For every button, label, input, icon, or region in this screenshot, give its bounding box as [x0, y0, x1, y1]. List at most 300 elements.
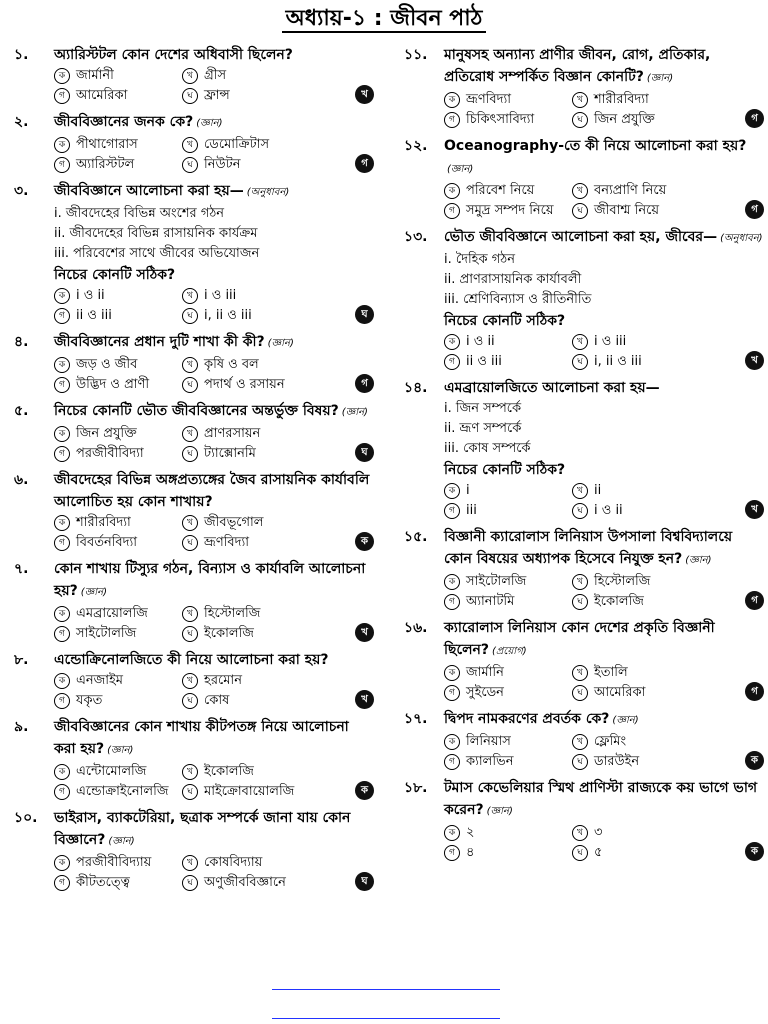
option-label-bubble: গ — [54, 308, 70, 324]
option-label-bubble: গ — [54, 157, 70, 173]
answer-option[interactable] — [572, 823, 712, 843]
question-level-tag: (জ্ঞান) — [486, 806, 513, 817]
answer-option[interactable] — [54, 853, 180, 873]
question-level-tag: (প্রয়োগ) — [492, 646, 527, 657]
question-text — [54, 111, 374, 135]
option-label-bubble: ঘ — [182, 784, 198, 800]
answer-option[interactable] — [54, 624, 180, 644]
question-header — [404, 708, 764, 732]
options-grid — [54, 853, 374, 893]
answer-option[interactable] — [444, 732, 570, 752]
correct-answer-badge: গ — [745, 109, 764, 128]
question-level-tag: (জ্ঞান) — [80, 587, 107, 598]
question-number: ১৬. — [404, 620, 428, 636]
answer-option[interactable] — [54, 671, 180, 691]
option-label-bubble: খ — [182, 673, 198, 689]
option-text: বন্যপ্রাণি নিয়ে — [594, 183, 667, 198]
answer-option[interactable] — [54, 513, 180, 533]
option-text: ইকোলজি — [204, 764, 254, 779]
question-text — [444, 777, 764, 823]
answer-option[interactable] — [54, 782, 180, 802]
question-text-body: জীববিজ্ঞানের জনক কে? — [54, 114, 194, 130]
option-text: ৪ — [466, 845, 475, 860]
question-header — [404, 777, 764, 823]
option-text: ইকোলজি — [204, 626, 254, 641]
option-text: যকৃত — [76, 693, 103, 708]
answer-option[interactable] — [182, 691, 322, 711]
question-item — [404, 708, 764, 772]
answer-option[interactable] — [54, 66, 180, 86]
answer-option[interactable] — [182, 135, 322, 155]
option-text: i, ii ও iii — [204, 308, 252, 323]
statement-item: iii. পরিবেশের সাথে জীবের অভিযোজন — [54, 246, 260, 261]
question-text — [54, 716, 374, 762]
question-number: ৯. — [14, 719, 29, 735]
question-text-body: অ্যারিস্টটল কোন দেশের অধিবাসী ছিলেন? — [54, 47, 293, 63]
question-text-body: নিচের কোনটি ভৌত জীববিজ্ঞানের অন্তর্ভুক্ত বিষয়? — [54, 403, 339, 419]
question-item — [14, 716, 374, 802]
options-grid — [54, 671, 374, 711]
question-item — [404, 44, 764, 130]
answer-option[interactable] — [182, 671, 322, 691]
answer-option[interactable] — [572, 572, 712, 592]
options-grid — [54, 424, 374, 464]
question-header — [14, 649, 374, 671]
option-label-bubble: খ — [182, 68, 198, 84]
footer-link-box[interactable] — [272, 989, 500, 1019]
question-item — [14, 558, 374, 644]
question-text-body: জীবদেহের বিভিন্ন অঙ্গপ্রত্যঙ্গের জৈব রাসায়নিক কার্যাবলি আলোচিত হয় কোন শাখায়? — [54, 472, 370, 510]
options-grid — [54, 604, 374, 644]
option-label-bubble: গ — [444, 594, 460, 610]
option-label-bubble: গ — [444, 685, 460, 701]
question-number: ৬. — [14, 472, 29, 488]
option-text: লিনিয়াস — [466, 734, 511, 749]
question-header — [14, 716, 374, 762]
question-number: ৩. — [14, 183, 29, 199]
answer-option[interactable] — [182, 66, 322, 86]
option-label-bubble: খ — [572, 183, 588, 199]
question-number: ১১. — [404, 47, 428, 63]
option-text: অ্যানাটমি — [466, 594, 515, 609]
question-number: ১২. — [404, 138, 428, 154]
question-text — [54, 331, 374, 355]
answer-option[interactable] — [572, 181, 712, 201]
answer-option[interactable] — [182, 286, 322, 306]
statement-item: i. দৈহিক গঠন — [444, 252, 515, 267]
options-grid — [444, 181, 764, 221]
statement-list — [444, 399, 764, 459]
answer-option[interactable] — [182, 155, 322, 175]
option-text: জীবভূগোল — [204, 515, 264, 530]
options-grid — [444, 663, 764, 703]
answer-option[interactable] — [572, 843, 712, 863]
answer-option[interactable] — [572, 592, 712, 612]
option-text: হিস্টোলজি — [594, 574, 651, 589]
option-text: i ও ii — [594, 503, 623, 518]
correct-answer-badge: খ — [355, 85, 374, 104]
question-text — [54, 649, 374, 671]
option-label-bubble: ক — [54, 764, 70, 780]
answer-option[interactable] — [54, 286, 180, 306]
option-text: উদ্ভিদ ও প্রাণী — [76, 377, 150, 392]
answer-option[interactable] — [444, 181, 570, 201]
option-label-bubble: গ — [444, 112, 460, 128]
option-label-bubble: ঘ — [182, 535, 198, 551]
answer-option[interactable] — [444, 90, 570, 110]
option-text: জিন প্রযুক্তি — [594, 112, 655, 127]
question-text — [54, 469, 374, 513]
answer-option[interactable] — [182, 375, 322, 395]
statement-item: ii. জীবদেহের বিভিন্ন রাসায়নিক কার্যক্রম — [54, 226, 258, 241]
question-text-body: জীববিজ্ঞানের কোন শাখায় কীটপতঙ্গ নিয়ে আলোচনা করা হয়? — [54, 719, 349, 757]
answer-option[interactable] — [182, 86, 322, 106]
option-label-bubble: ক — [54, 137, 70, 153]
answer-option[interactable] — [54, 444, 180, 464]
question-item — [14, 400, 374, 464]
question-text — [54, 400, 374, 424]
question-number: ৮. — [14, 652, 29, 668]
option-text: ২ — [466, 825, 475, 840]
answer-option[interactable] — [444, 501, 570, 521]
option-text: আমেরিকা — [594, 685, 646, 700]
option-label-bubble: ঘ — [572, 112, 588, 128]
answer-option[interactable] — [54, 691, 180, 711]
correct-answer-badge: ঘ — [355, 872, 374, 891]
statement-item: iii. কোষ সম্পর্কে — [444, 441, 531, 456]
option-text: বিবর্তনবিদ্যা — [76, 535, 138, 550]
answer-option[interactable] — [444, 352, 570, 372]
correct-answer-badge: খ — [355, 690, 374, 709]
question-number: ১০. — [14, 810, 38, 826]
question-level-tag: (জ্ঞান) — [107, 745, 134, 756]
answer-option[interactable] — [182, 533, 322, 553]
answer-option[interactable] — [444, 843, 570, 863]
options-grid — [54, 762, 374, 802]
answer-option[interactable] — [444, 201, 570, 221]
answer-option[interactable] — [572, 683, 712, 703]
option-text: পরজীবীবিদ্যায় — [76, 855, 152, 870]
option-label-bubble: গ — [444, 503, 460, 519]
option-text: কীটতত্ত্বে — [76, 875, 130, 890]
answer-option[interactable] — [54, 533, 180, 553]
question-level-tag: (জ্ঞান) — [341, 407, 368, 418]
option-label-bubble: খ — [182, 357, 198, 373]
question-number: ১. — [14, 47, 29, 63]
answer-option[interactable] — [54, 135, 180, 155]
question-number: ১৪. — [404, 380, 428, 396]
question-header — [14, 558, 374, 604]
answer-option[interactable] — [182, 424, 322, 444]
option-text: শারীরবিদ্যা — [594, 92, 649, 107]
option-label-bubble: ঘ — [182, 626, 198, 642]
answer-option[interactable] — [182, 444, 322, 464]
option-text: i ও iii — [204, 288, 237, 303]
option-text: এনজাইম — [76, 673, 124, 688]
question-text-body: এমব্রায়োলজিতে আলোচনা করা হয়— — [444, 380, 660, 396]
answer-option[interactable] — [444, 823, 570, 843]
option-text: পরিবেশ নিয়ে — [466, 183, 535, 198]
question-header — [14, 807, 374, 853]
correct-answer-badge: গ — [355, 374, 374, 393]
answer-option[interactable] — [444, 683, 570, 703]
question-header — [14, 111, 374, 135]
option-label-bubble: ক — [444, 574, 460, 590]
correct-answer-badge: ক — [355, 532, 374, 551]
correct-answer-badge: ক — [745, 842, 764, 861]
question-text — [444, 708, 764, 732]
question-text-body: Oceanography-তে কী নিয়ে আলোচনা করা হয়? — [444, 138, 747, 154]
question-header — [404, 44, 764, 90]
question-text — [444, 617, 764, 663]
option-label-bubble: ক — [444, 825, 460, 841]
answer-option[interactable] — [182, 762, 322, 782]
answer-option[interactable] — [572, 732, 712, 752]
answer-option[interactable] — [182, 873, 322, 893]
option-label-bubble: খ — [572, 825, 588, 841]
answer-option[interactable] — [444, 481, 570, 501]
option-label-bubble: ঘ — [572, 503, 588, 519]
answer-option[interactable] — [54, 306, 180, 326]
correct-answer-badge: খ — [745, 500, 764, 519]
option-text: নিউটন — [204, 157, 241, 172]
question-header — [14, 180, 374, 204]
option-label-bubble: ক — [54, 855, 70, 871]
answer-option[interactable] — [182, 782, 322, 802]
option-label-bubble: খ — [182, 288, 198, 304]
question-text-body: টমাস কেভেলিয়ার স্মিথ প্রাণিস্টা রাজ্যকে কয় ভাগে ভাগ করেন? — [444, 780, 758, 818]
option-label-bubble: খ — [572, 334, 588, 350]
answer-option[interactable] — [54, 355, 180, 375]
question-item — [404, 226, 764, 372]
option-label-bubble: ঘ — [182, 308, 198, 324]
option-label-bubble: গ — [54, 535, 70, 551]
question-item — [404, 777, 764, 863]
question-text-body: দ্বিপদ নামকরণের প্রবর্তক কে? — [444, 711, 610, 727]
option-text: কৃষি ও বল — [204, 357, 259, 372]
question-text-body: ক্যারোলাস লিনিয়াস কোন দেশের প্রকৃতি বিজ্ঞানী ছিলেন? — [444, 620, 715, 658]
option-label-bubble: ঘ — [182, 446, 198, 462]
question-text — [444, 526, 764, 572]
question-number: ১৭. — [404, 711, 428, 727]
option-text: আমেরিকা — [76, 88, 128, 103]
correct-answer-badge: ক — [355, 781, 374, 800]
question-item — [14, 111, 374, 175]
answer-option[interactable] — [572, 90, 712, 110]
option-label-bubble: ঘ — [572, 754, 588, 770]
option-label-bubble: ঘ — [182, 377, 198, 393]
question-header — [404, 617, 764, 663]
answer-option[interactable] — [444, 592, 570, 612]
correct-answer-badge: গ — [745, 682, 764, 701]
option-label-bubble: ক — [54, 68, 70, 84]
option-label-bubble: ঘ — [572, 594, 588, 610]
option-text: ক্যালভিন — [466, 754, 514, 769]
option-label-bubble: গ — [54, 693, 70, 709]
question-level-tag: (জ্ঞান) — [196, 118, 223, 129]
question-level-tag: (জ্ঞান) — [267, 338, 294, 349]
answer-option[interactable] — [54, 155, 180, 175]
option-label-bubble: ঘ — [572, 685, 588, 701]
option-text: হরমোন — [204, 673, 242, 688]
option-label-bubble: ক — [444, 483, 460, 499]
question-item — [14, 331, 374, 395]
option-label-bubble: খ — [572, 734, 588, 750]
correct-answer-badge: খ — [745, 351, 764, 370]
question-number: ১৩. — [404, 229, 428, 245]
option-label-bubble: গ — [444, 354, 460, 370]
answer-option[interactable] — [54, 86, 180, 106]
question-header — [404, 526, 764, 572]
answer-option[interactable] — [572, 332, 712, 352]
option-label-bubble: খ — [572, 574, 588, 590]
option-text: ৩ — [594, 825, 603, 840]
options-grid — [444, 572, 764, 612]
answer-option[interactable] — [54, 424, 180, 444]
option-text: ফ্লেমিং — [594, 734, 627, 749]
question-text-body: জীববিজ্ঞানে আলোচনা করা হয়— — [54, 183, 244, 199]
question-item — [14, 469, 374, 553]
answer-option[interactable] — [444, 663, 570, 683]
question-level-tag: (জ্ঞান) — [108, 836, 135, 847]
option-text: চিকিৎসাবিদ্যা — [466, 112, 535, 127]
answer-option[interactable] — [54, 604, 180, 624]
answer-option[interactable] — [572, 501, 712, 521]
question-text-body: মানুষসহ অন্যান্য প্রাণীর জীবন, রোগ, প্রতিকার, প্রতিরোধ সম্পর্কিত বিজ্ঞান কোনটি? — [444, 47, 711, 85]
option-text: i — [466, 483, 470, 498]
question-item — [404, 526, 764, 612]
question-item — [14, 807, 374, 893]
option-text: মাইক্রোবায়োলজি — [204, 784, 295, 799]
option-text: কোষবিদ্যায় — [204, 855, 263, 870]
answer-option[interactable] — [572, 110, 712, 130]
statement-list — [54, 204, 374, 264]
question-text — [444, 226, 764, 250]
option-label-bubble: গ — [54, 446, 70, 462]
option-text: সমুদ্র সম্পদ নিয়ে — [466, 203, 554, 218]
correct-answer-badge: গ — [745, 591, 764, 610]
answer-option[interactable] — [54, 873, 180, 893]
correct-answer-badge: খ — [355, 623, 374, 642]
question-level-tag: (জ্ঞান) — [612, 715, 639, 726]
answer-option[interactable] — [572, 663, 712, 683]
answer-option[interactable] — [182, 306, 322, 326]
question-level-tag: (জ্ঞান) — [685, 555, 712, 566]
answer-option[interactable] — [572, 352, 712, 372]
option-text: প্রাণরসায়ন — [204, 426, 261, 441]
question-level-tag: (জ্ঞান) — [646, 73, 674, 84]
question-number: ১৮. — [404, 780, 428, 796]
answer-option[interactable] — [444, 110, 570, 130]
answer-option[interactable] — [54, 375, 180, 395]
option-label-bubble: ক — [444, 183, 460, 199]
option-label-bubble: ক — [444, 92, 460, 108]
question-prompt: নিচের কোনটি সঠিক? — [444, 313, 566, 329]
answer-option[interactable] — [182, 624, 322, 644]
option-text: ii — [594, 483, 602, 498]
option-label-bubble: গ — [54, 377, 70, 393]
options-grid — [444, 90, 764, 130]
answer-option[interactable] — [182, 853, 322, 873]
option-label-bubble: ক — [54, 515, 70, 531]
statement-item: ii. ভ্রূণ সম্পর্কে — [444, 421, 522, 436]
option-text: iii — [466, 503, 477, 518]
option-label-bubble: গ — [54, 88, 70, 104]
options-grid — [444, 332, 764, 372]
option-text: এমব্রায়োলজি — [76, 606, 148, 621]
options-grid — [54, 513, 374, 553]
answer-option[interactable] — [572, 752, 712, 772]
answer-option[interactable] — [182, 604, 322, 624]
option-label-bubble: খ — [182, 515, 198, 531]
options-grid — [444, 823, 764, 863]
option-text: জার্মানি — [466, 665, 504, 680]
answer-option[interactable] — [182, 355, 322, 375]
question-header — [404, 226, 764, 250]
option-label-bubble: খ — [182, 137, 198, 153]
option-text: ভ্রূণবিদ্যা — [466, 92, 512, 107]
option-text: সাইটোলজি — [466, 574, 527, 589]
answer-option[interactable] — [444, 332, 570, 352]
question-level-tag: (অনুধাবন) — [246, 187, 290, 198]
options-grid — [54, 135, 374, 175]
answer-option[interactable] — [444, 572, 570, 592]
question-number: ২. — [14, 114, 29, 130]
option-label-bubble: গ — [54, 875, 70, 891]
option-label-bubble: ক — [54, 426, 70, 442]
answer-option[interactable] — [54, 762, 180, 782]
question-text — [54, 558, 374, 604]
option-text: ট্যাক্সোনমি — [204, 446, 256, 461]
question-header — [404, 377, 764, 399]
option-label-bubble: ক — [54, 673, 70, 689]
answer-option[interactable] — [182, 513, 322, 533]
question-header — [404, 135, 764, 181]
question-item — [14, 180, 374, 326]
option-text: জড় ও জীব — [76, 357, 138, 372]
options-grid — [444, 732, 764, 772]
option-label-bubble: ঘ — [572, 354, 588, 370]
option-label-bubble: ক — [444, 734, 460, 750]
question-prompt: নিচের কোনটি সঠিক? — [54, 267, 176, 283]
question-number: ৫. — [14, 403, 29, 419]
left-question-column — [14, 44, 374, 898]
question-text — [444, 44, 764, 90]
option-label-bubble: গ — [54, 784, 70, 800]
statement-item: iii. শ্রেণিবিন্যাস ও রীতিনীতি — [444, 292, 592, 307]
option-text: ii ও iii — [466, 354, 502, 369]
question-text-body: ভাইরাস, ব্যাকটেরিয়া, ছত্রাক সম্পর্কে জানা যায় কোন বিজ্ঞানে? — [54, 810, 351, 848]
question-header — [14, 331, 374, 355]
answer-option[interactable] — [572, 481, 712, 501]
option-text: অ্যারিস্টটল — [76, 157, 135, 172]
answer-option[interactable] — [572, 201, 712, 221]
option-text: ৫ — [594, 845, 603, 860]
statement-item: i. জিন সম্পর্কে — [444, 401, 522, 416]
options-grid — [54, 355, 374, 395]
option-text: জিন প্রযুক্তি — [76, 426, 137, 441]
question-prompt: নিচের কোনটি সঠিক? — [444, 462, 566, 478]
option-text: ভ্রূণবিদ্যা — [204, 535, 250, 550]
option-label-bubble: গ — [444, 203, 460, 219]
question-item — [404, 135, 764, 221]
option-label-bubble: ক — [54, 357, 70, 373]
question-number: ৪. — [14, 334, 29, 350]
answer-option[interactable] — [444, 752, 570, 772]
right-question-column — [404, 44, 764, 868]
correct-answer-badge: গ — [355, 154, 374, 173]
question-number: ১৫. — [404, 529, 428, 545]
